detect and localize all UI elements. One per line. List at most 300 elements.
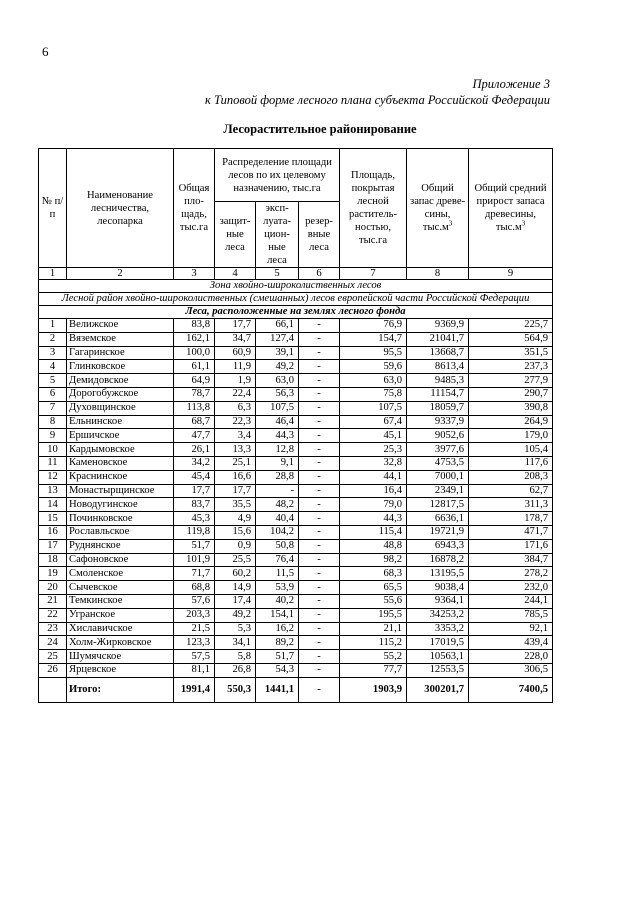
- row-number: 13: [39, 484, 67, 498]
- forestry-name: Ельнинское: [67, 415, 174, 429]
- total-row: [39, 677, 553, 702]
- total-area: 83,8: [174, 319, 215, 333]
- protective-area: 0,9: [215, 539, 256, 553]
- timber-stock: 9038,4: [407, 581, 469, 595]
- protective-area: 6,3: [215, 401, 256, 415]
- forestry-name: Холм-Жирковское: [67, 636, 174, 650]
- page-number: 6: [42, 44, 49, 59]
- row-number: 9: [39, 429, 67, 443]
- forestry-name: Рославльское: [67, 525, 174, 539]
- protective-area: 26,8: [215, 663, 256, 677]
- average-growth: 439,4: [469, 636, 553, 650]
- average-growth: 171,6: [469, 539, 553, 553]
- exploitation-area: 56,3: [256, 387, 299, 401]
- row-number: 5: [39, 374, 67, 388]
- forest-covered-area: 98,2: [340, 553, 407, 567]
- exploitation-area: 63,0: [256, 374, 299, 388]
- exploitation-area: 11,5: [256, 567, 299, 581]
- column-number: 4: [215, 268, 256, 280]
- exploitation-area: 76,4: [256, 553, 299, 567]
- average-growth: 306,5: [469, 663, 553, 677]
- table-row: [39, 636, 553, 650]
- table-row: [39, 429, 553, 443]
- forest-covered-area: 68,3: [340, 567, 407, 581]
- row-number: 21: [39, 594, 67, 608]
- reserve-area: -: [299, 636, 340, 650]
- forest-covered-area: 79,0: [340, 498, 407, 512]
- forest-covered-area: 65,5: [340, 581, 407, 595]
- exploitation-area: 54,3: [256, 663, 299, 677]
- total-area: 71,7: [174, 567, 215, 581]
- forestry-name: Новодугинское: [67, 498, 174, 512]
- total-area: 47,7: [174, 429, 215, 443]
- appendix-line-1: Приложение 3: [472, 77, 550, 91]
- total-area: 119,8: [174, 525, 215, 539]
- average-growth: 311,3: [469, 498, 553, 512]
- protective-area: 34,1: [215, 636, 256, 650]
- timber-stock: 34253,2: [407, 608, 469, 622]
- column-number: 5: [256, 268, 299, 280]
- total-area: 101,9: [174, 553, 215, 567]
- row-number: 23: [39, 622, 67, 636]
- appendix-note: [205, 76, 550, 108]
- protective-area: 5,8: [215, 650, 256, 664]
- timber-stock: 13668,7: [407, 346, 469, 360]
- table-row: [39, 663, 553, 677]
- exploitation-area: 12,8: [256, 443, 299, 457]
- row-number: 11: [39, 456, 67, 470]
- table-row: [39, 415, 553, 429]
- timber-stock: 21041,7: [407, 332, 469, 346]
- header-growth-text: Общий средний прирост запаса древесины, тыс.м: [474, 183, 547, 233]
- timber-stock: 9337,9: [407, 415, 469, 429]
- exploitation-area: 40,4: [256, 512, 299, 526]
- timber-stock: 17019,5: [407, 636, 469, 650]
- table-row: [39, 484, 553, 498]
- timber-stock: 9369,9: [407, 319, 469, 333]
- row-number: 20: [39, 581, 67, 595]
- forest-covered-area: 21,1: [340, 622, 407, 636]
- row-number: 2: [39, 332, 67, 346]
- total-average-growth: 7400,5: [469, 677, 553, 702]
- average-growth: 178,7: [469, 512, 553, 526]
- header-exploitation: эксп-луата-цион-ные леса: [256, 202, 299, 268]
- table-row: [39, 650, 553, 664]
- forestry-name: Вяземское: [67, 332, 174, 346]
- row-number: 22: [39, 608, 67, 622]
- total-area: 162,1: [174, 332, 215, 346]
- timber-stock: 9364,1: [407, 594, 469, 608]
- row-number: 7: [39, 401, 67, 415]
- forest-covered-area: 25,3: [340, 443, 407, 457]
- table-row: [39, 553, 553, 567]
- reserve-area: -: [299, 498, 340, 512]
- exploitation-area: 49,2: [256, 360, 299, 374]
- table-row: [39, 332, 553, 346]
- exploitation-area: 40,2: [256, 594, 299, 608]
- column-number: 3: [174, 268, 215, 280]
- exploitation-area: 127,4: [256, 332, 299, 346]
- forestry-name: Глинковское: [67, 360, 174, 374]
- protective-area: 60,9: [215, 346, 256, 360]
- table-row: [39, 567, 553, 581]
- average-growth: 62,7: [469, 484, 553, 498]
- protective-area: 1,9: [215, 374, 256, 388]
- forestry-name: Руднянское: [67, 539, 174, 553]
- total-area: 21,5: [174, 622, 215, 636]
- reserve-area: -: [299, 429, 340, 443]
- total-area: 45,4: [174, 470, 215, 484]
- appendix-line-2: к Типовой форме лесного плана субъекта Российской Федерации: [205, 93, 550, 107]
- table-row: [39, 319, 553, 333]
- protective-area: 17,4: [215, 594, 256, 608]
- total-area: 81,1: [174, 663, 215, 677]
- header-stock-text: Общий запас древе-сины, тыс.м: [410, 183, 466, 233]
- exploitation-area: -: [256, 484, 299, 498]
- total-area: 68,7: [174, 415, 215, 429]
- row-number: 4: [39, 360, 67, 374]
- timber-stock: 6636,1: [407, 512, 469, 526]
- exploitation-area: 154,1: [256, 608, 299, 622]
- reserve-area: -: [299, 387, 340, 401]
- column-numbers-row: [39, 268, 553, 280]
- total-row-number: [39, 677, 67, 702]
- table-row: [39, 525, 553, 539]
- forest-covered-area: 55,2: [340, 650, 407, 664]
- forestry-name: Темкинское: [67, 594, 174, 608]
- forestry-name: Краснинское: [67, 470, 174, 484]
- reserve-area: -: [299, 650, 340, 664]
- forest-covered-area: 45,1: [340, 429, 407, 443]
- reserve-area: -: [299, 622, 340, 636]
- exploitation-area: 51,7: [256, 650, 299, 664]
- total-protective-area: 550,3: [215, 677, 256, 702]
- row-number: 15: [39, 512, 67, 526]
- forestry-name: Гагаринское: [67, 346, 174, 360]
- timber-stock: 3977,6: [407, 443, 469, 457]
- column-number: 8: [407, 268, 469, 280]
- column-number: 1: [39, 268, 67, 280]
- total-area: 100,0: [174, 346, 215, 360]
- protective-area: 13,3: [215, 443, 256, 457]
- reserve-area: -: [299, 415, 340, 429]
- protective-area: 14,9: [215, 581, 256, 595]
- timber-stock: 12817,5: [407, 498, 469, 512]
- forest-covered-area: 32,8: [340, 456, 407, 470]
- average-growth: 290,7: [469, 387, 553, 401]
- total-area: 26,1: [174, 443, 215, 457]
- forestry-name: Велижское: [67, 319, 174, 333]
- forestry-name: Кардымовское: [67, 443, 174, 457]
- average-growth: 225,7: [469, 319, 553, 333]
- forest-covered-area: 44,3: [340, 512, 407, 526]
- timber-stock: 8613,4: [407, 360, 469, 374]
- total-exploitation-area: 1441,1: [256, 677, 299, 702]
- exploitation-area: 16,2: [256, 622, 299, 636]
- reserve-area: -: [299, 360, 340, 374]
- reserve-area: -: [299, 470, 340, 484]
- forest-covered-area: 44,1: [340, 470, 407, 484]
- average-growth: 232,0: [469, 581, 553, 595]
- exploitation-area: 107,5: [256, 401, 299, 415]
- reserve-area: -: [299, 512, 340, 526]
- average-growth: 244,1: [469, 594, 553, 608]
- row-number: 19: [39, 567, 67, 581]
- protective-area: 60,2: [215, 567, 256, 581]
- table-row: [39, 470, 553, 484]
- exploitation-area: 53,9: [256, 581, 299, 595]
- average-growth: 264,9: [469, 415, 553, 429]
- exploitation-area: 89,2: [256, 636, 299, 650]
- forest-covered-area: 48,8: [340, 539, 407, 553]
- reserve-area: -: [299, 456, 340, 470]
- protective-area: 22,4: [215, 387, 256, 401]
- forestry-name: Дорогобужское: [67, 387, 174, 401]
- table-row: [39, 443, 553, 457]
- table-row: [39, 346, 553, 360]
- average-growth: 785,5: [469, 608, 553, 622]
- forest-covered-area: 115,4: [340, 525, 407, 539]
- exploitation-area: 44,3: [256, 429, 299, 443]
- total-area: 78,7: [174, 387, 215, 401]
- reserve-area: -: [299, 608, 340, 622]
- zone-label: Зона хвойно-широколиственных лесов: [39, 280, 553, 293]
- exploitation-area: 39,1: [256, 346, 299, 360]
- exploitation-area: 9,1: [256, 456, 299, 470]
- timber-stock: 18059,7: [407, 401, 469, 415]
- reserve-area: -: [299, 332, 340, 346]
- protective-area: 15,6: [215, 525, 256, 539]
- column-number: 2: [67, 268, 174, 280]
- header-distribution: Распределение площади лесов по их целевому назначению, тыс.га: [215, 149, 340, 202]
- zone-row: [39, 280, 553, 293]
- row-number: 12: [39, 470, 67, 484]
- average-growth: 237,3: [469, 360, 553, 374]
- protective-area: 4,9: [215, 512, 256, 526]
- average-growth: 384,7: [469, 553, 553, 567]
- timber-stock: 7000,1: [407, 470, 469, 484]
- average-growth: 179,0: [469, 429, 553, 443]
- row-number: 16: [39, 525, 67, 539]
- timber-stock: 16878,2: [407, 553, 469, 567]
- header-protective: защит-ные леса: [215, 202, 256, 268]
- page-title: Лесорастительное районирование: [223, 122, 417, 136]
- forestry-name: Каменовское: [67, 456, 174, 470]
- total-area: 83,7: [174, 498, 215, 512]
- protective-area: 5,3: [215, 622, 256, 636]
- reserve-area: -: [299, 443, 340, 457]
- total-total-area: 1991,4: [174, 677, 215, 702]
- forest-covered-area: 16,4: [340, 484, 407, 498]
- total-area: 45,3: [174, 512, 215, 526]
- average-growth: 564,9: [469, 332, 553, 346]
- forestry-name: Демидовское: [67, 374, 174, 388]
- reserve-area: -: [299, 581, 340, 595]
- header-growth: [469, 149, 553, 268]
- reserve-area: -: [299, 319, 340, 333]
- protective-area: 34,7: [215, 332, 256, 346]
- average-growth: 92,1: [469, 622, 553, 636]
- forestry-name: Сафоновское: [67, 553, 174, 567]
- header-name: Наименование лесничества, лесопарка: [67, 149, 174, 268]
- forestry-name: Хиславичское: [67, 622, 174, 636]
- table-row: [39, 401, 553, 415]
- total-area: 61,1: [174, 360, 215, 374]
- total-area: 57,6: [174, 594, 215, 608]
- protective-area: 11,9: [215, 360, 256, 374]
- table-row: [39, 581, 553, 595]
- row-number: 8: [39, 415, 67, 429]
- forest-covered-area: 75,8: [340, 387, 407, 401]
- exploitation-area: 48,2: [256, 498, 299, 512]
- total-area: 34,2: [174, 456, 215, 470]
- row-number: 14: [39, 498, 67, 512]
- average-growth: 277,9: [469, 374, 553, 388]
- table-row: [39, 512, 553, 526]
- protective-area: 17,7: [215, 319, 256, 333]
- forest-covered-area: 63,0: [340, 374, 407, 388]
- table-row: [39, 456, 553, 470]
- reserve-area: -: [299, 663, 340, 677]
- timber-stock: 9052,6: [407, 429, 469, 443]
- reserve-area: -: [299, 553, 340, 567]
- forestry-name: Ярцевское: [67, 663, 174, 677]
- protective-area: 25,5: [215, 553, 256, 567]
- forest-covered-area: 77,7: [340, 663, 407, 677]
- header-total-area: Общая пло-щадь, тыс.га: [174, 149, 215, 268]
- reserve-area: -: [299, 594, 340, 608]
- total-forest-covered-area: 1903,9: [340, 677, 407, 702]
- header-no: № п/п: [39, 149, 67, 268]
- table-row: [39, 360, 553, 374]
- forestry-name: Ершичское: [67, 429, 174, 443]
- total-area: 68,8: [174, 581, 215, 595]
- header-growth-sup: 3: [521, 219, 526, 228]
- header-stock-sup: 3: [448, 219, 453, 228]
- reserve-area: -: [299, 567, 340, 581]
- column-number: 7: [340, 268, 407, 280]
- exploitation-area: 104,2: [256, 525, 299, 539]
- row-number: 10: [39, 443, 67, 457]
- forest-covered-area: 67,4: [340, 415, 407, 429]
- timber-stock: 11154,7: [407, 387, 469, 401]
- subheading-row: [39, 306, 553, 319]
- timber-stock: 13195,5: [407, 567, 469, 581]
- header-stock: [407, 149, 469, 268]
- reserve-area: -: [299, 346, 340, 360]
- exploitation-area: 46,4: [256, 415, 299, 429]
- average-growth: 228,0: [469, 650, 553, 664]
- forestry-name: Починковское: [67, 512, 174, 526]
- forest-covered-area: 154,7: [340, 332, 407, 346]
- exploitation-area: 50,8: [256, 539, 299, 553]
- row-number: 26: [39, 663, 67, 677]
- table-row: [39, 498, 553, 512]
- forest-covered-area: 195,5: [340, 608, 407, 622]
- forestry-name: Угранское: [67, 608, 174, 622]
- total-area: 123,3: [174, 636, 215, 650]
- exploitation-area: 28,8: [256, 470, 299, 484]
- total-reserve-area: -: [299, 677, 340, 702]
- row-number: 17: [39, 539, 67, 553]
- header-row-1: [39, 149, 553, 202]
- timber-stock: 6943,3: [407, 539, 469, 553]
- total-area: 113,8: [174, 401, 215, 415]
- reserve-area: -: [299, 539, 340, 553]
- row-number: 24: [39, 636, 67, 650]
- timber-stock: 3353,2: [407, 622, 469, 636]
- row-number: 6: [39, 387, 67, 401]
- average-growth: 208,3: [469, 470, 553, 484]
- reserve-area: -: [299, 401, 340, 415]
- protective-area: 22,3: [215, 415, 256, 429]
- protective-area: 35,5: [215, 498, 256, 512]
- timber-stock: 10563,1: [407, 650, 469, 664]
- reserve-area: -: [299, 525, 340, 539]
- total-timber-stock: 300201,7: [407, 677, 469, 702]
- row-number: 18: [39, 553, 67, 567]
- protective-area: 16,6: [215, 470, 256, 484]
- table-row: [39, 594, 553, 608]
- timber-stock: 9485,3: [407, 374, 469, 388]
- forest-covered-area: 95,5: [340, 346, 407, 360]
- subheading-label: Леса, расположенные на землях лесного фонда: [39, 306, 553, 319]
- total-area: 64,9: [174, 374, 215, 388]
- average-growth: 117,6: [469, 456, 553, 470]
- forestry-name: Духовщинское: [67, 401, 174, 415]
- zoning-table: [38, 148, 553, 703]
- total-forestry-name: Итого:: [67, 677, 174, 702]
- average-growth: 351,5: [469, 346, 553, 360]
- total-area: 17,7: [174, 484, 215, 498]
- row-number: 3: [39, 346, 67, 360]
- forestry-name: Смоленское: [67, 567, 174, 581]
- forest-covered-area: 55,6: [340, 594, 407, 608]
- reserve-area: -: [299, 374, 340, 388]
- forestry-name: Монастырщинское: [67, 484, 174, 498]
- reserve-area: -: [299, 484, 340, 498]
- protective-area: 3,4: [215, 429, 256, 443]
- timber-stock: 19721,9: [407, 525, 469, 539]
- region-label: Лесной район хвойно-широколиственных (смешанных) лесов европейской части Российской Федерации: [39, 293, 553, 306]
- row-number: 1: [39, 319, 67, 333]
- average-growth: 471,7: [469, 525, 553, 539]
- exploitation-area: 66,1: [256, 319, 299, 333]
- timber-stock: 12553,5: [407, 663, 469, 677]
- region-row: [39, 293, 553, 306]
- timber-stock: 2349,1: [407, 484, 469, 498]
- forest-covered-area: 115,2: [340, 636, 407, 650]
- table-row: [39, 608, 553, 622]
- total-area: 57,5: [174, 650, 215, 664]
- average-growth: 105,4: [469, 443, 553, 457]
- forestry-name: Шумячское: [67, 650, 174, 664]
- header-forest-area: Площадь, покрытая лесной раститель-ностью, тыс.га: [340, 149, 407, 268]
- table-row: [39, 539, 553, 553]
- column-number: 9: [469, 268, 553, 280]
- protective-area: 17,7: [215, 484, 256, 498]
- column-number: 6: [299, 268, 340, 280]
- timber-stock: 4753,5: [407, 456, 469, 470]
- forestry-name: Сычевское: [67, 581, 174, 595]
- protective-area: 25,1: [215, 456, 256, 470]
- table-row: [39, 374, 553, 388]
- forest-covered-area: 76,9: [340, 319, 407, 333]
- header-reserve: резер-вные леса: [299, 202, 340, 268]
- protective-area: 49,2: [215, 608, 256, 622]
- average-growth: 278,2: [469, 567, 553, 581]
- average-growth: 390,8: [469, 401, 553, 415]
